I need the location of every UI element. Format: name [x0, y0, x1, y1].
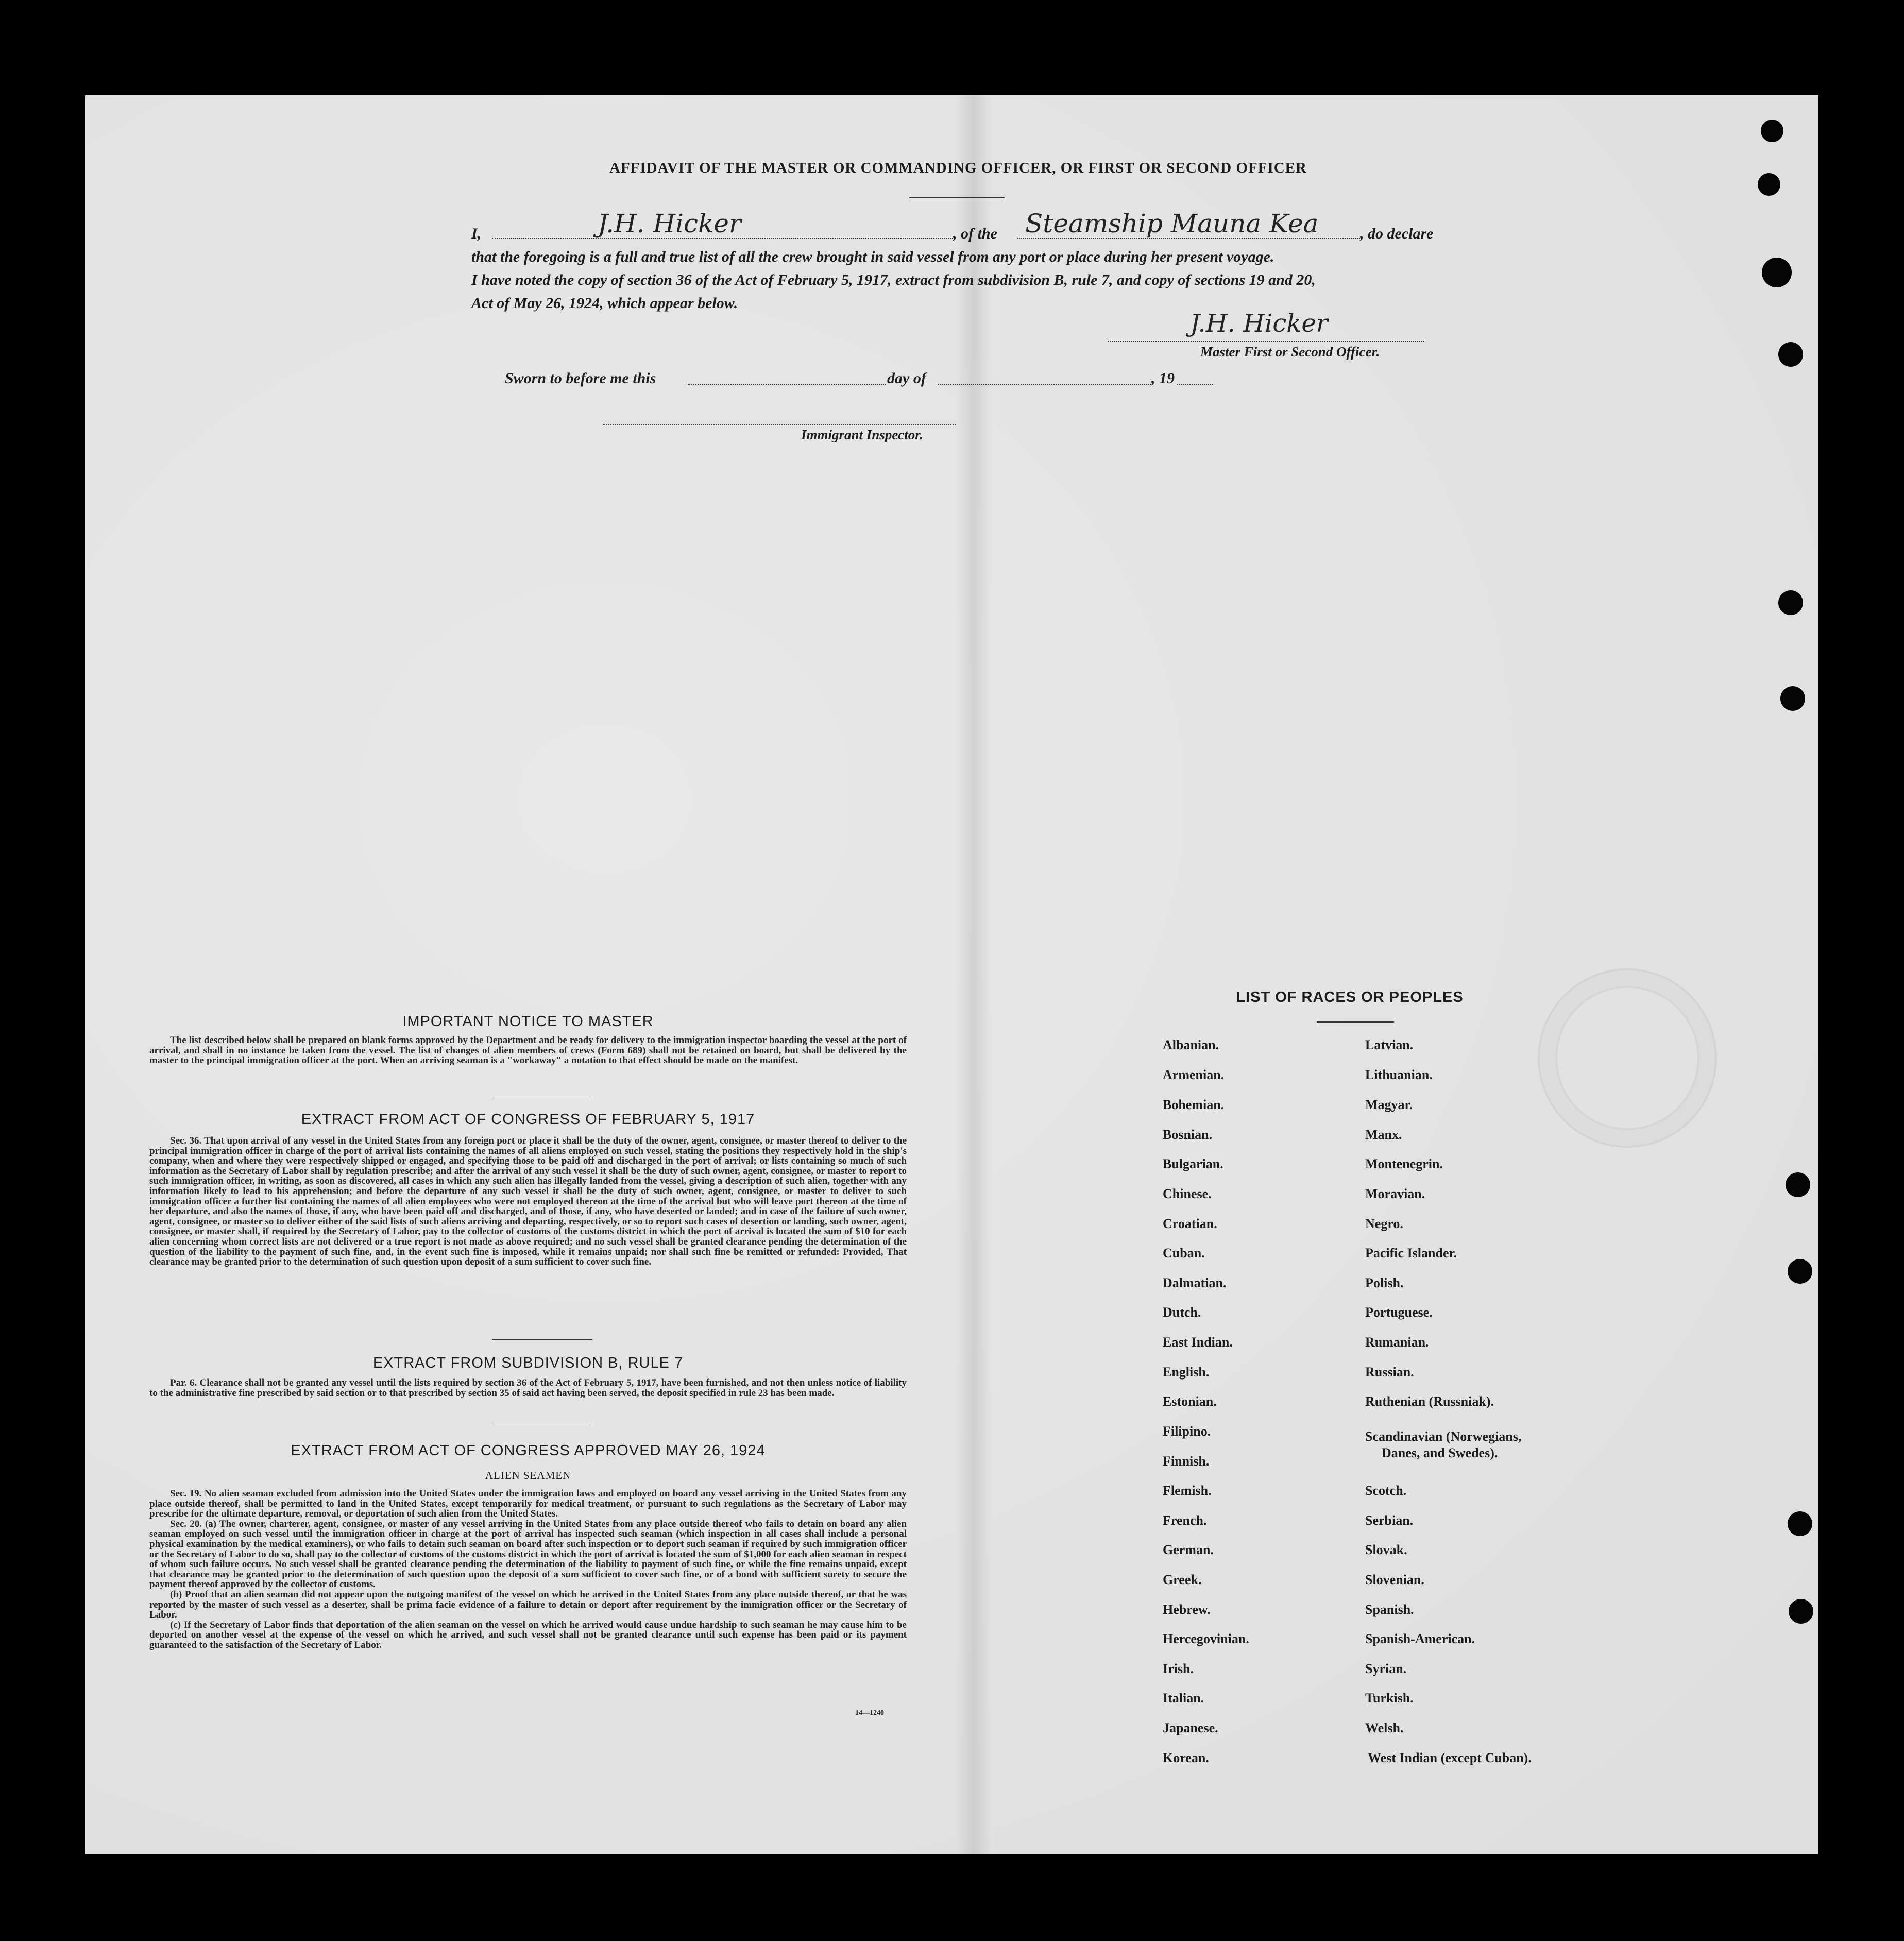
- races-title: LIST OF RACES OR PEOPLES: [1236, 989, 1464, 1006]
- of-the-label: , of the: [953, 225, 997, 242]
- extract-1917-text: [149, 1136, 907, 1267]
- race-item: Bosnian.: [1163, 1127, 1213, 1142]
- do-declare-label: , do declare: [1360, 225, 1434, 242]
- day-of-label: day of: [887, 370, 926, 387]
- race-item: Montenegrin.: [1365, 1156, 1443, 1171]
- race-item: Pacific Islander.: [1365, 1246, 1457, 1261]
- notice-text: [149, 1035, 907, 1066]
- sworn-year-line: [1177, 384, 1213, 385]
- signature-line: [1108, 341, 1424, 342]
- race-item: West Indian (except Cuban).: [1368, 1750, 1532, 1765]
- section-19-paragraph: Sec. 19. No alien seaman excluded from admission into the United States under the immigration laws and employed on board any vessel arriving in the United States from any place outside thereof, shall be permitted to land in the United States, except temporarily for medical treatment, or pursuant to such regulations as the Secretary of Labor may prescribe for the ultimate departure, removal, or deportation of such alien from the United States.: [149, 1488, 907, 1520]
- race-item: Cuban.: [1163, 1246, 1205, 1261]
- race-item: Moravian.: [1365, 1186, 1425, 1201]
- punch-hole: [1789, 1599, 1813, 1624]
- race-item: Chinese.: [1163, 1186, 1212, 1201]
- race-item: Negro.: [1365, 1216, 1403, 1231]
- race-item: Serbian.: [1365, 1513, 1414, 1528]
- race-item: German.: [1163, 1542, 1214, 1557]
- race-item: Ruthenian (Russniak).: [1365, 1394, 1494, 1409]
- extract-1924-text: [149, 1489, 907, 1650]
- race-item: Albanian.: [1163, 1037, 1219, 1052]
- sworn-month-line: [938, 384, 1151, 385]
- race-item: Slovak.: [1365, 1542, 1407, 1557]
- inspector-line: [603, 424, 956, 425]
- form-number: 14—1240: [855, 1709, 884, 1717]
- race-item: Greek.: [1163, 1572, 1202, 1587]
- divider: [492, 1339, 592, 1340]
- race-item: Bulgarian.: [1163, 1156, 1223, 1171]
- punch-hole: [1758, 173, 1780, 196]
- divider: [909, 197, 1005, 198]
- race-item: Polish.: [1365, 1275, 1404, 1290]
- race-item: Magyar.: [1365, 1097, 1413, 1112]
- punch-hole: [1778, 342, 1803, 367]
- race-item: Flemish.: [1163, 1483, 1212, 1498]
- race-item: Hebrew.: [1163, 1602, 1211, 1617]
- section-20a-paragraph: Sec. 20. (a) The owner, charterer, agent, consignee, or master of any vessel arriving in the United States from any place outside thereof who fails to detain on board any alien seaman employed on such vessel until the immigration officer in charge at the port of arrival has inspected such seaman (which inspection in all cases shall include a personal physical examination by the medical examiners), or who fails to detain such seaman on board after such inspection or to deport such seaman if required by such immigration officer or the Secretary of Labor to do so, shall pay to the collector of customs of the customs district in which the port of arrival is located the sum of $1,000 for each alien seaman in respect of whom such failure occurs. No such vessel shall be granted clearance pending the determination of the liability to payment of such fine, or while the fine remains unpaid, except that clearance may be granted prior to the determination of such question upon the deposit of a sum sufficient to cover such fine, or of a bond with sufficient surety to secure the payment thereof approved by the collector of customs.: [149, 1518, 907, 1590]
- race-item: Turkish.: [1365, 1691, 1414, 1706]
- extract-1924-title: EXTRACT FROM ACT OF CONGRESS APPROVED MAY 26, 1924: [291, 1442, 766, 1459]
- race-item: Welsh.: [1365, 1721, 1404, 1735]
- sworn-day-line: [688, 384, 886, 385]
- race-item: Bohemian.: [1163, 1097, 1225, 1112]
- race-item: Latvian.: [1365, 1037, 1414, 1052]
- punch-hole: [1761, 120, 1783, 142]
- affidavit-line-4: Act of May 26, 1924, which appear below.: [471, 295, 738, 312]
- vessel-handwritten: Steamship Mauna Kea: [1025, 209, 1319, 239]
- signature-handwritten: J.H. Hicker: [1190, 309, 1328, 338]
- race-item: Slovenian.: [1365, 1572, 1424, 1587]
- race-item: Estonian.: [1163, 1394, 1217, 1409]
- punch-hole: [1778, 590, 1803, 615]
- punch-hole: [1762, 258, 1792, 287]
- race-item: Syrian.: [1365, 1661, 1407, 1676]
- race-item: Danes, and Swedes).: [1382, 1445, 1498, 1460]
- race-item: Spanish-American.: [1365, 1631, 1475, 1646]
- race-item: Armenian.: [1163, 1067, 1225, 1082]
- notice-title: IMPORTANT NOTICE TO MASTER: [402, 1013, 654, 1030]
- race-item: East Indian.: [1163, 1335, 1233, 1350]
- race-item: Portuguese.: [1365, 1305, 1433, 1320]
- signature-caption: Master First or Second Officer.: [1200, 344, 1380, 360]
- race-item: Russian.: [1365, 1365, 1414, 1380]
- race-item: Dalmatian.: [1163, 1275, 1227, 1290]
- race-item: English.: [1163, 1365, 1210, 1380]
- race-item: Finnish.: [1163, 1454, 1210, 1469]
- race-item: Filipino.: [1163, 1424, 1211, 1439]
- affidavit-title: AFFIDAVIT OF THE MASTER OR COMMANDING OFFICER, OR FIRST OR SECOND OFFICER: [609, 160, 1307, 176]
- divider: [1317, 1021, 1394, 1023]
- race-item: Japanese.: [1163, 1721, 1218, 1735]
- sworn-label: Sworn to before me this: [505, 370, 656, 387]
- affidavit-line-2: that the foregoing is a full and true list of all the crew brought in said vessel from any port or place during her present voyage.: [471, 248, 1274, 265]
- punch-hole: [1788, 1259, 1812, 1284]
- race-item: Scandinavian (Norwegians,: [1365, 1429, 1522, 1444]
- race-item: Spanish.: [1365, 1602, 1414, 1617]
- punch-hole: [1788, 1511, 1812, 1536]
- race-item: Korean.: [1163, 1750, 1209, 1765]
- extract-1917-title: EXTRACT FROM ACT OF CONGRESS OF FEBRUARY 5, 1917: [301, 1111, 755, 1128]
- paragraph-6: Par. 6. Clearance shall not be granted any vessel until the lists required by section 36 of the Act of February 5, 1917, have been furnished, and not then unless notice of liability to the administrative fine prescribed by said section or to that prescribed by section 35 of said act having been served, the deposit specified in rule 23 has been made.: [149, 1377, 907, 1399]
- year-label: , 19: [1151, 370, 1175, 387]
- punch-hole: [1786, 1172, 1810, 1197]
- affidavit-i-label: I,: [471, 225, 482, 242]
- race-item: Dutch.: [1163, 1305, 1201, 1320]
- extract-rule7-text: [149, 1378, 907, 1398]
- notice-paragraph: The list described below shall be prepared on blank forms approved by the Department and be ready for delivery to the immigration inspector boarding the vessel at the port of arrival, and shall in no instance be taken from the vessel. The list of changes of alien members of crews (Form 689) shall not be retained on board, but shall be delivered by the master to the principal immigration officer at the port. When an arriving seaman is a "workaway" a notation to that effect should be made on the manifest.: [149, 1035, 907, 1066]
- embossed-seal: [1538, 968, 1717, 1148]
- race-item: Irish.: [1163, 1661, 1194, 1676]
- officer-name-handwritten: J.H. Hicker: [598, 209, 741, 239]
- race-item: French.: [1163, 1513, 1207, 1528]
- section-20c-paragraph: (c) If the Secretary of Labor finds that deportation of the alien seaman on the vessel on which he arrived would cause undue hardship to such seaman he may cause him to be deported on another vessel at the expense of the vessel on which he arrived, and such vessel shall not be granted clearance until such expense has been paid or its payment guaranteed to the satisfaction of the Secretary of Labor.: [149, 1619, 907, 1650]
- race-item: Lithuanian.: [1365, 1067, 1433, 1082]
- extract-rule7-title: EXTRACT FROM SUBDIVISION B, RULE 7: [372, 1355, 684, 1371]
- inspector-caption: Immigrant Inspector.: [801, 427, 924, 442]
- section-20b-paragraph: (b) Proof that an alien seaman did not appear upon the outgoing manifest of the vessel on which he arrived in the United States from any place outside thereof, or that he was reported by the master of such vessel as a deserter, shall be prima facie evidence of a failure to detain or deport after requirement by the immigration officer or the Secretary of Labor.: [149, 1589, 907, 1621]
- race-item: Croatian.: [1163, 1216, 1217, 1231]
- race-item: Rumanian.: [1365, 1335, 1429, 1350]
- alien-seamen-subtitle: ALIEN SEAMEN: [485, 1469, 571, 1482]
- section-36-paragraph: Sec. 36. That upon arrival of any vessel in the United States from any foreign port or place it shall be the duty of the owner, agent, consignee, or master thereof to deliver to the principal immigration officer in charge of the port of arrival lists containing the names of all aliens employed on such vessel, stating the positions they respectively hold in the ship's company, when and where they were respectively shipped or engaged, and specifying those to be paid off and discharged in the port of arrival; or lists containing so much of such information as the Secretary of Labor shall by regulation prescribe; and after the arrival of any such vessel it shall be the duty of such owner, agent, consignee, or master to report to such immigration officer, in writing, as soon as discovered, all cases in which any such alien has illegally landed from the vessel, giving a description of such alien, together with any information likely to lead to his apprehension; and before the departure of any such vessel it shall be the duty of such owner, agent, consignee, or master to deliver to such immigration officer a further list containing the names of all alien employees who were not employed thereon at the time of the arrival but who will leave port thereon at the time of her departure, and also the names of those, if any, who have been paid off and discharged, and of those, if any, who have deserted or landed; and in case of the failure of such owner, agent, consignee, or master so to deliver either of the said lists of such aliens arriving and departing, respectively, or so to report such cases of desertion or landing, such owner, agent, consignee, or master shall, if required by the Secretary of Labor, pay to the collector of customs of the customs district in which the port of arrival is located the sum of $10 for each alien concerning whom correct lists are not delivered or a true report is not made as above required; and no such vessel shall be granted clearance pending the determination of the question of the liability to the payment of such fine, and, in the event such fine is imposed, while it remains unpaid; nor shall such fine be remitted or refunded: Provided, That clearance may be granted prior to the determination of such question upon deposit of a sum sufficient to cover such fine.: [149, 1135, 907, 1268]
- punch-hole: [1780, 686, 1805, 711]
- race-item: Scotch.: [1365, 1483, 1407, 1498]
- race-item: Italian.: [1163, 1691, 1204, 1706]
- race-item: Manx.: [1365, 1127, 1402, 1142]
- affidavit-line-3: I have noted the copy of section 36 of the Act of February 5, 1917, extract from subdivision B, rule 7, and copy of sections 19 and 20,: [471, 271, 1316, 288]
- race-item: Hercegovinian.: [1163, 1631, 1249, 1646]
